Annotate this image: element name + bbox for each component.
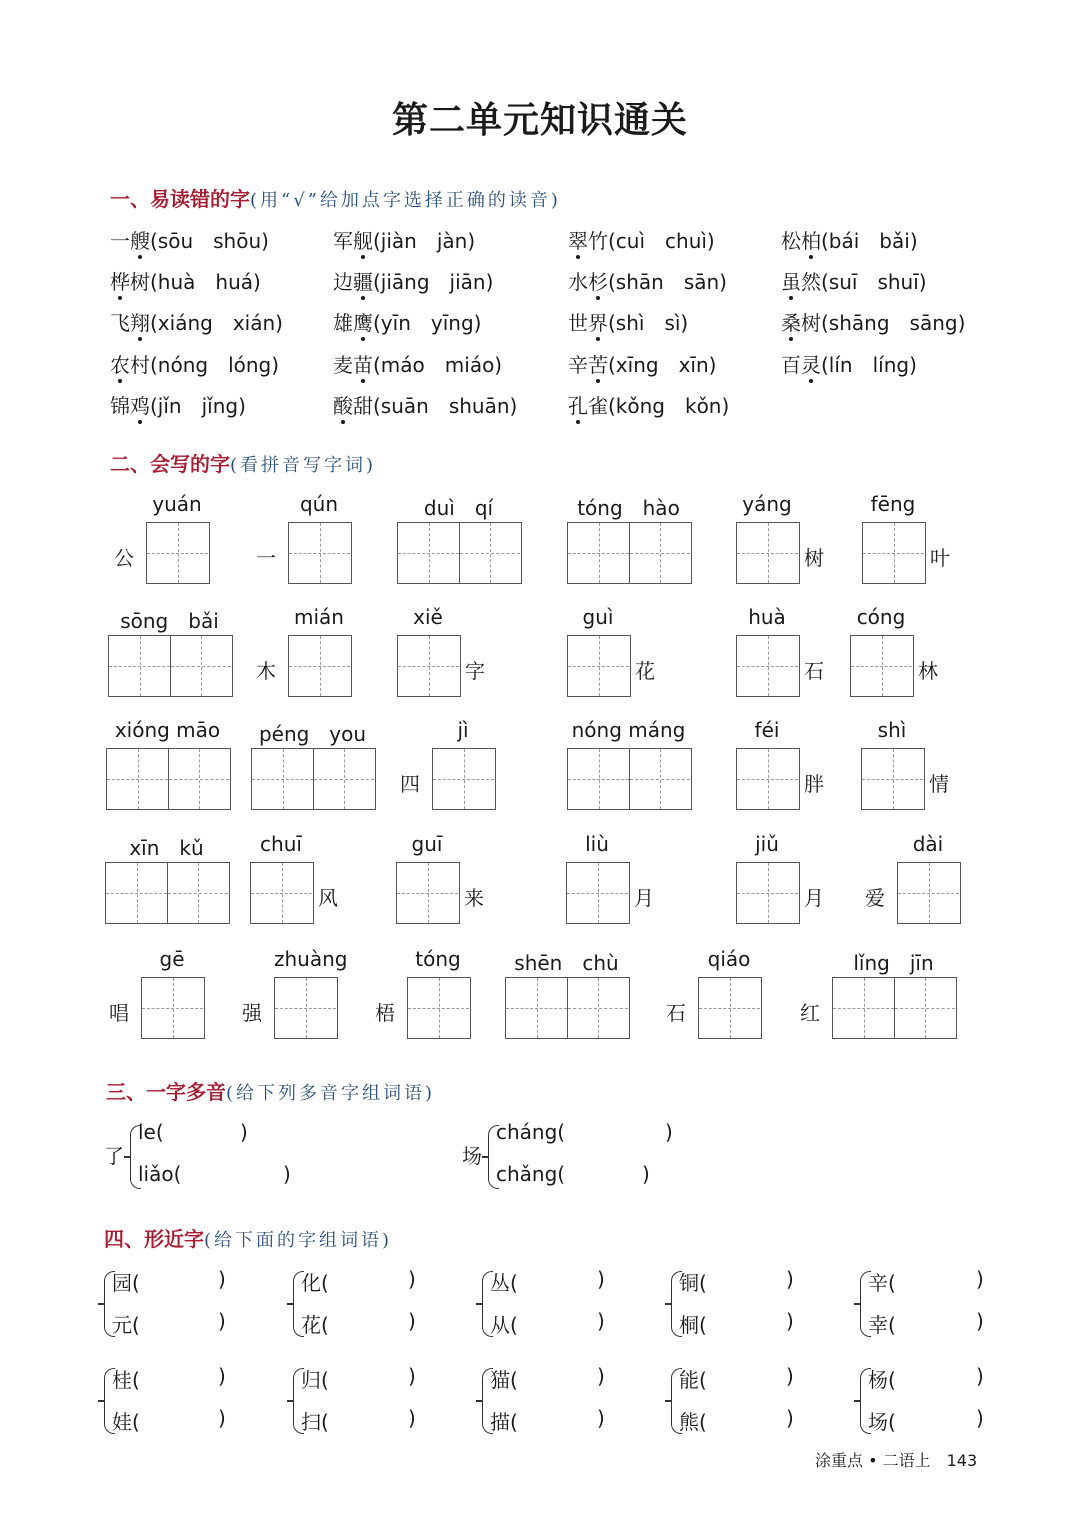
given-char: 一 xyxy=(256,546,276,570)
writing-grid xyxy=(567,635,631,697)
close-paren: ) xyxy=(976,1406,984,1430)
section-3-hint: (给下列多音字组词语) xyxy=(226,1083,436,1104)
word-char: 竹 xyxy=(588,229,608,253)
given-char: 唱 xyxy=(109,1001,129,1025)
similar-char-line: 元( xyxy=(112,1313,140,1337)
given-char: 叶 xyxy=(930,546,950,570)
dotted-char: 桦 xyxy=(110,270,130,294)
pinyin-options: (bái bǎi) xyxy=(821,229,918,253)
tianzige-cell xyxy=(408,978,469,1038)
close-paren: ) xyxy=(408,1267,416,1291)
dotted-char: 鸡 xyxy=(130,394,150,418)
pinyin-line: chǎng( xyxy=(496,1162,566,1186)
writing-grid xyxy=(736,635,800,697)
pronunciation-item xyxy=(568,307,688,336)
tianzige-cell xyxy=(506,978,567,1038)
section-2-hint: (看拼音写字词) xyxy=(230,455,377,476)
similar-char-line: 能( xyxy=(679,1368,707,1392)
pinyin-options: (shāng sāng) xyxy=(821,311,966,335)
pinyin-line: liǎo( xyxy=(138,1162,182,1186)
close-paren: ) xyxy=(408,1364,416,1388)
pinyin-options: (yīn yīng) xyxy=(373,311,482,335)
section-4-hint: (给下面的字组词语) xyxy=(204,1230,393,1251)
tianzige-cell xyxy=(397,863,458,923)
section-2-title: 二、会写的字 xyxy=(110,452,230,476)
given-char: 石 xyxy=(666,1001,686,1025)
given-char: 花 xyxy=(635,659,655,683)
pronunciation-item xyxy=(781,225,918,254)
emphasis-dot xyxy=(809,255,813,259)
writing-grid xyxy=(251,748,376,810)
writing-grid xyxy=(698,977,762,1039)
close-paren: ) xyxy=(976,1364,984,1388)
close-paren: ) xyxy=(597,1364,605,1388)
pronunciation-item xyxy=(110,307,283,336)
similar-char-line: 花( xyxy=(301,1313,329,1337)
similar-char-line: 扫( xyxy=(301,1410,329,1434)
pinyin-prompt: tóng hào xyxy=(577,496,680,520)
emphasis-dot xyxy=(118,379,122,383)
pinyin-prompt: lǐng jīn xyxy=(853,951,934,975)
pinyin-prompt: sōng bǎi xyxy=(120,609,219,633)
pronunciation-item xyxy=(333,225,475,254)
similar-char-line: 杨( xyxy=(868,1368,896,1392)
emphasis-dot xyxy=(138,255,142,259)
pronunciation-item xyxy=(781,349,917,378)
dotted-char: 杉 xyxy=(588,270,608,294)
given-char: 梧 xyxy=(375,1001,395,1025)
emphasis-dot xyxy=(809,379,813,383)
writing-grid xyxy=(396,862,460,924)
writing-grid xyxy=(432,748,496,810)
tianzige-cell xyxy=(109,636,170,696)
pinyin-line: cháng( xyxy=(496,1120,566,1144)
dotted-char: 灵 xyxy=(801,353,821,377)
word-char: 树 xyxy=(801,311,821,335)
tianzige-cell xyxy=(275,978,336,1038)
tianzige-cell xyxy=(251,863,312,923)
pinyin-prompt: gē xyxy=(159,947,185,971)
pinyin-line: le( xyxy=(138,1120,164,1144)
close-paren: ) xyxy=(597,1267,605,1291)
tianzige-cell xyxy=(898,863,959,923)
writing-grid xyxy=(146,522,210,584)
given-char: 风 xyxy=(318,886,338,910)
section-2-heading xyxy=(110,448,376,477)
dotted-char: 农 xyxy=(110,353,130,377)
pinyin-prompt: jiǔ xyxy=(755,832,779,856)
pinyin-options: (máo miáo) xyxy=(373,353,503,377)
word-char: 水 xyxy=(568,270,588,294)
word-char: 麦 xyxy=(333,353,353,377)
pinyin-prompt: xiě xyxy=(413,605,443,629)
pinyin-options: (suī shuī) xyxy=(821,270,927,294)
pinyin-prompt: qún xyxy=(299,492,339,516)
similar-char-line: 娃( xyxy=(112,1410,140,1434)
given-char: 强 xyxy=(242,1001,262,1025)
pinyin-prompt: jì xyxy=(457,718,469,742)
word-char: 边 xyxy=(333,270,353,294)
tianzige-cell xyxy=(862,749,923,809)
pronunciation-item xyxy=(568,390,729,419)
tianzige-cell xyxy=(252,749,313,809)
emphasis-dot xyxy=(596,296,600,300)
close-paren: ) xyxy=(218,1406,226,1430)
pinyin-prompt: guī xyxy=(411,832,443,856)
word-char: 锦 xyxy=(110,394,130,418)
given-char: 来 xyxy=(464,886,484,910)
given-char: 爱 xyxy=(865,886,885,910)
emphasis-dot xyxy=(118,296,122,300)
dotted-char: 翠 xyxy=(568,229,588,253)
word-char: 世 xyxy=(568,311,588,335)
dotted-char: 鹰 xyxy=(353,311,373,335)
tianzige-cell xyxy=(568,749,629,809)
writing-grid xyxy=(288,522,352,584)
given-char: 石 xyxy=(804,659,824,683)
writing-grid xyxy=(407,977,471,1039)
word-char: 松 xyxy=(781,229,801,253)
given-char: 木 xyxy=(256,659,276,683)
close-paren: ) xyxy=(786,1364,794,1388)
tianzige-cell xyxy=(398,523,459,583)
close-paren: ) xyxy=(408,1309,416,1333)
tianzige-cell xyxy=(629,523,690,583)
pinyin-prompt: chuī xyxy=(260,832,302,856)
pinyin-prompt: tóng xyxy=(415,947,461,971)
dotted-char: 界 xyxy=(588,311,608,335)
writing-grid xyxy=(505,977,630,1039)
pinyin-options: (jiàn jàn) xyxy=(373,229,476,253)
word-char: 树 xyxy=(130,270,150,294)
close-paren: ) xyxy=(597,1309,605,1333)
close-paren: ) xyxy=(976,1309,984,1333)
dotted-char: 苗 xyxy=(353,353,373,377)
emphasis-dot xyxy=(361,379,365,383)
section-1-hint: (用“√”给加点字选择正确的读音) xyxy=(250,190,561,211)
similar-char-line: 辛( xyxy=(868,1271,896,1295)
dotted-char: 舰 xyxy=(353,229,373,253)
pronunciation-item xyxy=(781,307,965,336)
pinyin-prompt: péng you xyxy=(258,722,367,746)
writing-grid xyxy=(736,862,800,924)
pinyin-prompt: fēng xyxy=(870,492,916,516)
pinyin-prompt: qiáo xyxy=(707,947,751,971)
given-char: 树 xyxy=(804,546,824,570)
close-paren: ) xyxy=(218,1267,226,1291)
close-paren: ) xyxy=(283,1162,291,1186)
pinyin-prompt: mián xyxy=(294,605,344,629)
emphasis-dot xyxy=(361,296,365,300)
pinyin-prompt: liù xyxy=(585,832,609,856)
emphasis-dot xyxy=(596,379,600,383)
emphasis-dot xyxy=(138,420,142,424)
given-char: 字 xyxy=(465,659,485,683)
pinyin-prompt: shì xyxy=(877,718,907,742)
pinyin-options: (suān shuān) xyxy=(373,394,518,418)
emphasis-dot xyxy=(789,296,793,300)
tianzige-cell xyxy=(142,978,203,1038)
tianzige-cell xyxy=(147,523,208,583)
pinyin-options: (sōu shōu) xyxy=(150,229,269,253)
word-char: 村 xyxy=(130,353,150,377)
similar-char-line: 桐( xyxy=(679,1313,707,1337)
dotted-char: 虽 xyxy=(781,270,801,294)
word-char: 百 xyxy=(781,353,801,377)
pinyin-prompt: zhuàng xyxy=(274,947,348,971)
tianzige-cell xyxy=(737,749,798,809)
tianzige-cell xyxy=(568,523,629,583)
emphasis-dot xyxy=(361,255,365,259)
pronunciation-item xyxy=(333,349,502,378)
pinyin-prompt: guì xyxy=(582,605,614,629)
dotted-char: 柏 xyxy=(801,229,821,253)
pinyin-prompt: féi xyxy=(754,718,780,742)
given-char: 公 xyxy=(114,546,134,570)
emphasis-dot xyxy=(138,337,142,341)
pronunciation-item xyxy=(333,266,493,295)
similar-char-line: 熊( xyxy=(679,1410,707,1434)
word-char: 甜 xyxy=(353,394,373,418)
section-4-title: 四、形近字 xyxy=(104,1227,204,1251)
pinyin-options: (xiáng xián) xyxy=(150,311,283,335)
word-char: 军 xyxy=(333,229,353,253)
page-title: 第二单元知识通关 xyxy=(391,99,688,141)
writing-grid xyxy=(736,748,800,810)
tianzige-cell xyxy=(167,863,228,923)
close-paren: ) xyxy=(976,1267,984,1291)
page-footer: 涂重点 • 二语上 143 xyxy=(815,1451,978,1470)
tianzige-cell xyxy=(737,523,798,583)
writing-grid xyxy=(141,977,205,1039)
close-paren: ) xyxy=(665,1120,673,1144)
pronunciation-item xyxy=(110,225,269,254)
writing-grid xyxy=(566,862,630,924)
tianzige-cell xyxy=(289,636,350,696)
emphasis-dot xyxy=(576,255,580,259)
tianzige-cell xyxy=(863,523,924,583)
writing-grid xyxy=(736,522,800,584)
section-3-title: 三、一字多音 xyxy=(106,1080,226,1104)
similar-char-line: 从( xyxy=(490,1313,518,1337)
similar-char-line: 桂( xyxy=(112,1368,140,1392)
writing-grid xyxy=(108,635,233,697)
close-paren: ) xyxy=(786,1267,794,1291)
emphasis-dot xyxy=(596,337,600,341)
pinyin-prompt: yáng xyxy=(742,492,792,516)
writing-grid xyxy=(897,862,961,924)
tianzige-cell xyxy=(313,749,374,809)
similar-char-line: 场( xyxy=(868,1410,896,1434)
close-paren: ) xyxy=(240,1120,248,1144)
pinyin-options: (jiāng jiān) xyxy=(373,270,494,294)
section-1-title: 一、易读错的字 xyxy=(110,187,250,211)
close-paren: ) xyxy=(218,1364,226,1388)
writing-grid xyxy=(397,635,461,697)
pinyin-options: (nóng lóng) xyxy=(150,353,280,377)
writing-grid xyxy=(274,977,338,1039)
polyphonic-char: 场 xyxy=(462,1144,482,1168)
tianzige-cell xyxy=(629,749,690,809)
close-paren: ) xyxy=(642,1162,650,1186)
given-char: 情 xyxy=(929,772,949,796)
close-paren: ) xyxy=(786,1406,794,1430)
pinyin-prompt: nóng máng xyxy=(571,718,686,742)
writing-grid xyxy=(862,522,926,584)
pronunciation-item xyxy=(110,349,279,378)
pinyin-options: (kǒng kǒn) xyxy=(608,394,730,418)
section-3-heading xyxy=(106,1076,435,1105)
tianzige-cell xyxy=(289,523,350,583)
word-char: 飞 xyxy=(110,311,130,335)
tianzige-cell xyxy=(737,636,798,696)
similar-char-line: 归( xyxy=(301,1368,329,1392)
similar-char-line: 园( xyxy=(112,1271,140,1295)
section-1-heading xyxy=(110,183,561,212)
writing-grid xyxy=(250,862,314,924)
close-paren: ) xyxy=(597,1406,605,1430)
pinyin-options: (xīng xīn) xyxy=(608,353,717,377)
writing-grid xyxy=(861,748,925,810)
writing-grid xyxy=(288,635,352,697)
given-char: 四 xyxy=(400,772,420,796)
tianzige-cell xyxy=(568,636,629,696)
pronunciation-item xyxy=(110,266,261,295)
pinyin-options: (huà huá) xyxy=(150,270,261,294)
similar-char-line: 铜( xyxy=(679,1271,707,1295)
given-char: 红 xyxy=(800,1001,820,1025)
similar-char-line: 猫( xyxy=(490,1368,518,1392)
emphasis-dot xyxy=(341,420,345,424)
pronunciation-item xyxy=(333,390,517,419)
pinyin-prompt: huà xyxy=(748,605,786,629)
pinyin-options: (shān sān) xyxy=(608,270,727,294)
writing-grid xyxy=(105,862,230,924)
writing-grid xyxy=(850,635,914,697)
similar-char-line: 幸( xyxy=(868,1313,896,1337)
dotted-char: 孔 xyxy=(568,394,588,418)
pinyin-prompt: yuán xyxy=(152,492,202,516)
writing-grid xyxy=(567,522,692,584)
tianzige-cell xyxy=(894,978,955,1038)
section-4-heading xyxy=(104,1223,392,1252)
pronunciation-item xyxy=(781,266,927,295)
emphasis-dot xyxy=(576,420,580,424)
dotted-char: 翔 xyxy=(130,311,150,335)
dotted-char: 苦 xyxy=(588,353,608,377)
given-char: 月 xyxy=(634,886,654,910)
pronunciation-item xyxy=(110,390,246,419)
pinyin-prompt: xióng māo xyxy=(114,718,221,742)
tianzige-cell xyxy=(433,749,494,809)
given-char: 林 xyxy=(918,659,938,683)
pronunciation-item xyxy=(568,225,715,254)
tianzige-cell xyxy=(833,978,894,1038)
pinyin-options: (shì sì) xyxy=(608,311,689,335)
tianzige-cell xyxy=(170,636,231,696)
dotted-char: 艘 xyxy=(130,229,150,253)
pinyin-options: (jǐn jǐng) xyxy=(150,394,246,418)
word-char: 雄 xyxy=(333,311,353,335)
pronunciation-item xyxy=(568,266,727,295)
similar-char-line: 描( xyxy=(490,1410,518,1434)
tianzige-cell xyxy=(459,523,520,583)
writing-grid xyxy=(567,748,692,810)
pinyin-options: (cuì chuì) xyxy=(608,229,715,253)
tianzige-cell xyxy=(851,636,912,696)
similar-char-line: 化( xyxy=(301,1271,329,1295)
polyphonic-char: 了 xyxy=(104,1144,124,1168)
pinyin-prompt: duì qí xyxy=(423,496,494,520)
pinyin-prompt: cóng xyxy=(856,605,906,629)
tianzige-cell xyxy=(567,978,628,1038)
tianzige-cell xyxy=(107,749,168,809)
pronunciation-item xyxy=(568,349,716,378)
dotted-char: 桑 xyxy=(781,311,801,335)
pinyin-options: (lín líng) xyxy=(821,353,917,377)
close-paren: ) xyxy=(408,1406,416,1430)
word-char: 雀 xyxy=(588,394,608,418)
close-paren: ) xyxy=(786,1309,794,1333)
tianzige-cell xyxy=(106,863,167,923)
word-char: 一 xyxy=(110,229,130,253)
writing-grid xyxy=(397,522,522,584)
emphasis-dot xyxy=(789,337,793,341)
given-char: 月 xyxy=(804,886,824,910)
writing-grid xyxy=(832,977,957,1039)
pinyin-prompt: dài xyxy=(912,832,944,856)
word-char: 辛 xyxy=(568,353,588,377)
given-char: 胖 xyxy=(804,772,824,796)
word-char: 然 xyxy=(801,270,821,294)
dotted-char: 酸 xyxy=(333,394,353,418)
emphasis-dot xyxy=(361,337,365,341)
tianzige-cell xyxy=(567,863,628,923)
tianzige-cell xyxy=(699,978,760,1038)
pinyin-prompt: shēn chù xyxy=(514,951,619,975)
tianzige-cell xyxy=(168,749,229,809)
writing-grid xyxy=(106,748,231,810)
pronunciation-item xyxy=(333,307,481,336)
pinyin-prompt: xīn kǔ xyxy=(129,836,204,860)
similar-char-line: 丛( xyxy=(490,1271,518,1295)
tianzige-cell xyxy=(737,863,798,923)
tianzige-cell xyxy=(398,636,459,696)
dotted-char: 疆 xyxy=(353,270,373,294)
close-paren: ) xyxy=(218,1309,226,1333)
